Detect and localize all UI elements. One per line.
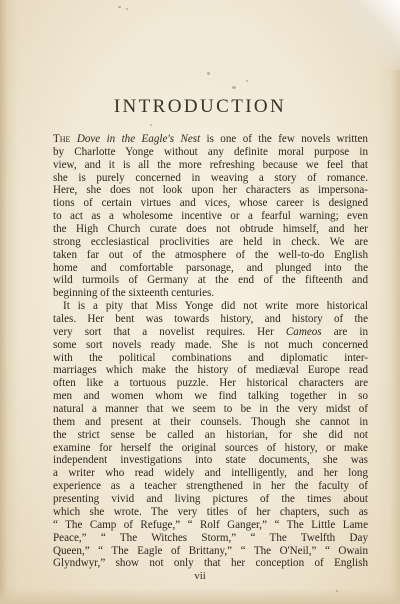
- paper-speck: [246, 80, 248, 82]
- text-line: taken far out of the atmosphere of the well-to-do English: [53, 248, 368, 261]
- text-line: wild turmoils of Germany at the end of the fifteenth and: [53, 274, 368, 287]
- text-line: examine for herself the original sources of history, or make: [53, 441, 368, 454]
- text-line: some sort novels ready made. She is not much concerned: [53, 338, 368, 351]
- text-line: “ The Camp of Refuge,” “ Rolf Ganger,” “ The Little Lame: [53, 518, 368, 531]
- text-line: marriages which make the history of mediæval Europe read: [53, 364, 368, 377]
- book-title: Cameos: [285, 325, 322, 338]
- text-line: Here, she does not look upon her characters as impersona-: [53, 184, 368, 197]
- text-line: home and comfortable parsonage, and plunged into the: [53, 261, 368, 274]
- text-line: she is purely concerned in weaving a story of romance.: [53, 171, 368, 184]
- text-line: Queen,” “ The Eagle of Brittany,” “ The O'Neil,” “ Owain: [53, 544, 368, 557]
- body-text: [53, 133, 368, 570]
- text-line: a writer who read widely and intelligently, and her long: [53, 467, 368, 480]
- text-line: very sort that a novelist requires. Her Cameos are in: [53, 325, 368, 338]
- text-line: It is a pity that Miss Yonge did not write more historical: [63, 300, 368, 313]
- text-line: view, and it is all the more refreshing because we feel that: [53, 158, 368, 171]
- paper-speck: [150, 124, 152, 126]
- text-line: experience as a teacher strengthened in her the faculty of: [53, 480, 368, 493]
- page-edge-left: [0, 0, 18, 604]
- paper-speck: [336, 590, 338, 592]
- paper-speck: [118, 6, 121, 8]
- page-corner-crease: [340, 0, 400, 70]
- text-line: with the political combinations and diplomatic inter-: [53, 351, 368, 364]
- text-line: tions of certain virtues and vices, whose career is designed: [53, 197, 368, 210]
- text-line: men and women whom we find talking together in so: [53, 390, 368, 403]
- page-edge-bottom: [0, 588, 400, 604]
- text-line: The Dove in the Eagle's Nest is one of the few novels written: [53, 133, 368, 145]
- text-line: them and present at their counsels. Though she cannot in: [53, 415, 368, 428]
- text-line: presenting vivid and living pictures of the times about: [53, 493, 368, 506]
- chapter-heading: INTRODUCTION: [113, 96, 287, 117]
- text-line: strong ecclesiastical proclivities are held in check. We are: [53, 235, 368, 248]
- text-line: often like a tortuous puzzle. Her historical characters are: [53, 377, 368, 390]
- paper-speck: [126, 8, 128, 10]
- text-line: natural a manner that we seem to be in the very midst of: [53, 403, 368, 416]
- text-line: by Charlotte Yonge without any definite moral purpose in: [53, 145, 368, 158]
- text-line: beginning of the sixteenth centuries.: [53, 287, 215, 300]
- page-number: vii: [194, 570, 206, 582]
- page-edge-right: [378, 0, 400, 604]
- book-title: Dove in the Eagle's Nest: [76, 133, 201, 145]
- text-line: independent investigations into state documents, she was: [53, 454, 368, 467]
- text-line: which she wrote. The very titles of her chapters, such as: [53, 505, 368, 518]
- text-line: tales. Her bent was towards history, and history of the: [53, 313, 368, 326]
- text-line: to act as a wholesome incentive or a fearful warning; even: [53, 210, 368, 223]
- paper-speck: [207, 72, 210, 75]
- text-line: the High Church curate does not obtrude himself, and her: [53, 223, 368, 236]
- text-line: Peace,” “ The Witches Storm,” “ The Twelfth Day: [53, 531, 368, 544]
- text-line: Glyndwyr,” show not only that her conception of English: [53, 557, 368, 570]
- paper-speck: [232, 86, 236, 89]
- text-line: the strict sense be called an historian, for she did not: [53, 428, 368, 441]
